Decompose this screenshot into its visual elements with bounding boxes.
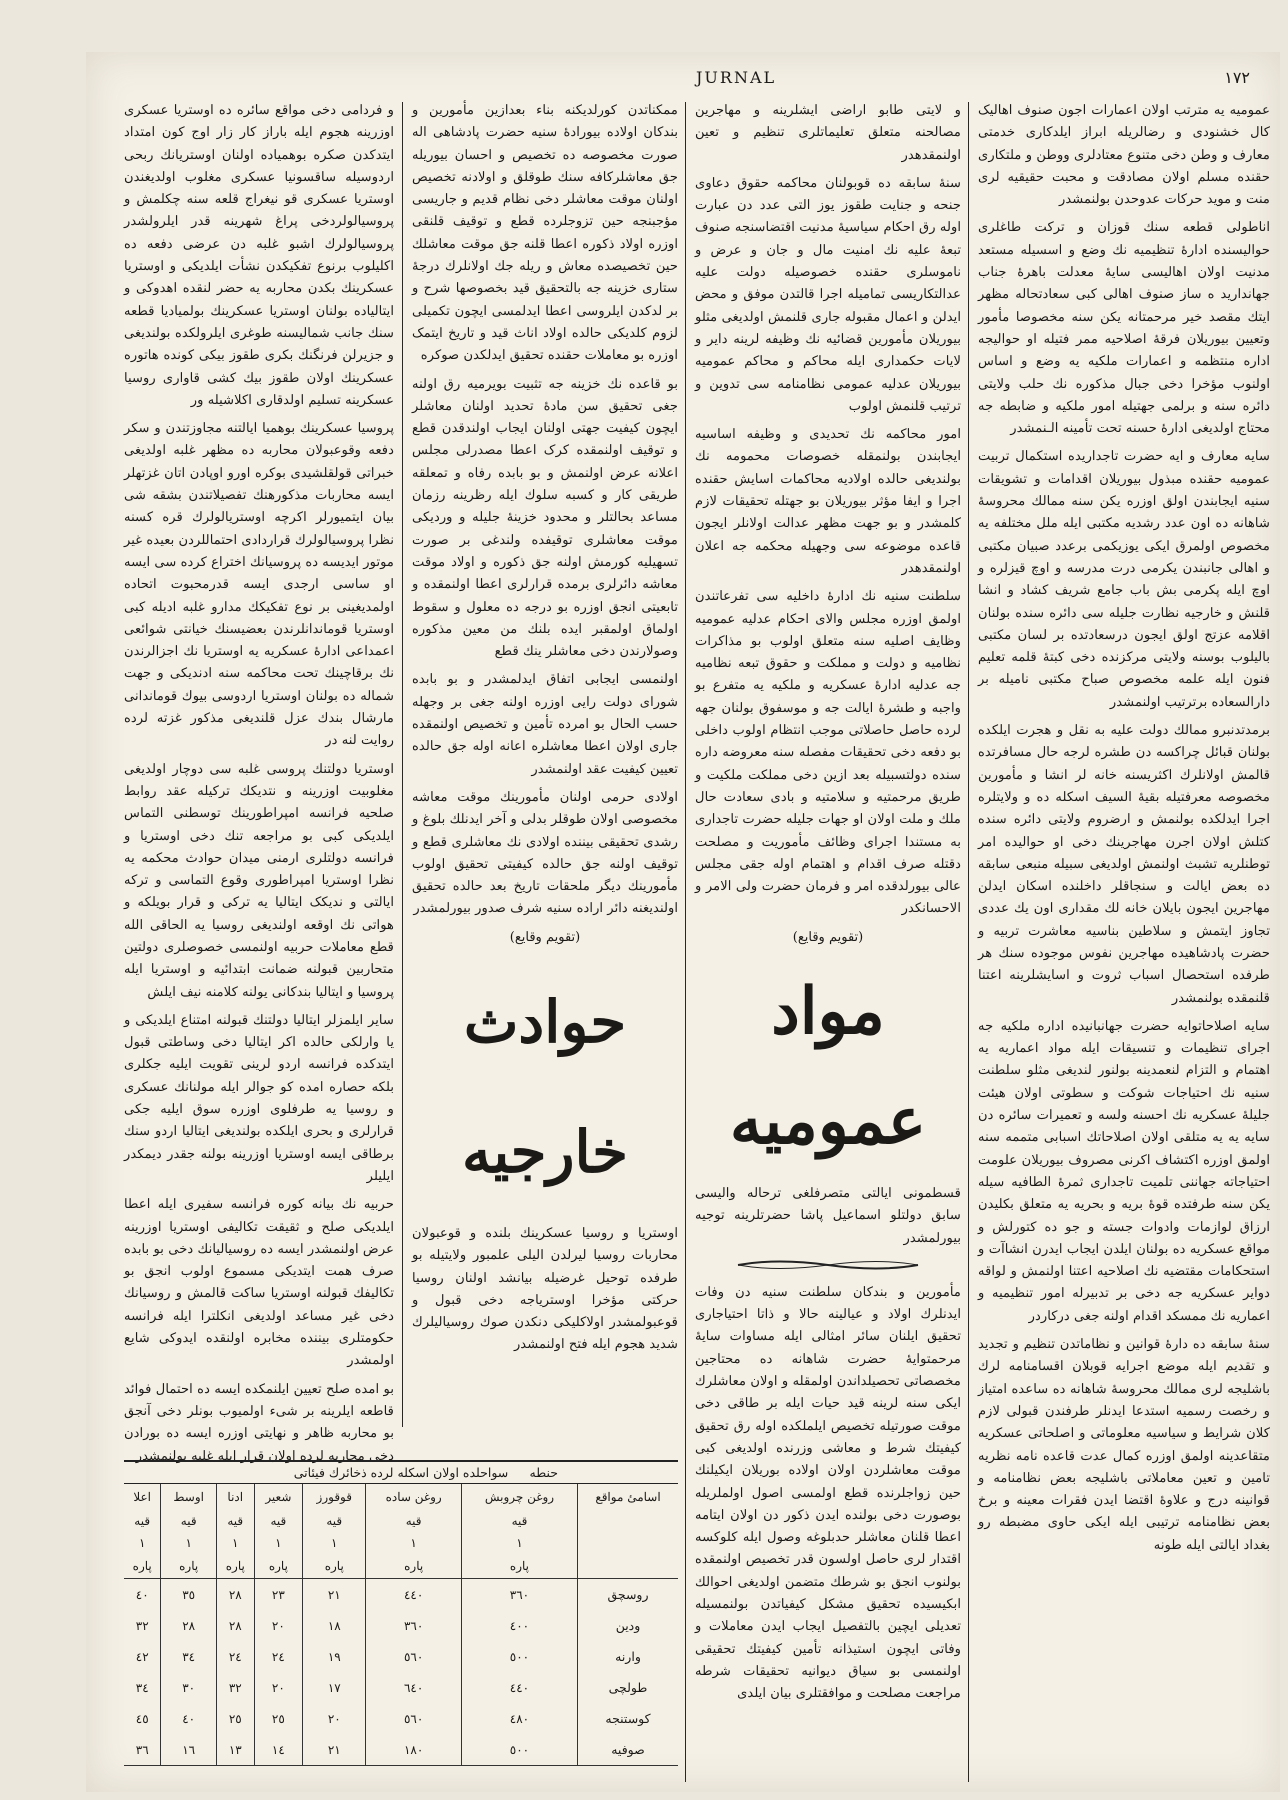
paragraph: بو امده صلح تعیین ایلنمکده ایسه ده احتمال فوائد قاطعه ایلرینه بر شیء اولمیوب بونلر دخی آنجق بو محاربه ظاهر و نهایتی اوزره ایسه ده بورادن دخی محاربه لرده اولان قرار ایله غلبه بولنمشدر <box>124 1381 394 1464</box>
unit-cell <box>578 1510 679 1532</box>
running-head <box>86 52 1280 96</box>
price-cell: ٤٥ <box>135 1711 149 1726</box>
price-cell: ٥٠٠ <box>461 1734 577 1766</box>
journal-title: JURNAL <box>696 68 777 87</box>
price-cell: ٢٨ <box>216 1610 254 1641</box>
paragraph: اوستریا دولتنك پروسی غلبه سی دوچار اولدیغی مغلوبیت اوزرینه و نتدیکك ترکیله عقد روابط صلحیه فرانسه امپراطورینك توسطنی التماس ایلدیکی کبی بو مراجعه تنك دخی اوستریا و فرانسه دولتلری ارمنی میدان حوادث محکمه یه نظرا اوستریا امپراطوری وقوع التماسی و ترکه ایالتی و ندیکک ایتالیا یه ترکی و قرار بویلكه و هواتی نك اوقعه اولندیغی روسیا یه الحاقی الله قطع معاملات حربیه اولنمسی خصوصلری دولتین متحاربین قبولنه ضمانت ابتدائیه و اوستریا ایله پروسیا و ایتالیا بندکانی یولنه کلامنه نیف ایلش <box>124 761 394 1000</box>
place-name: ودین <box>578 1610 679 1641</box>
price-cell: ٢٤ <box>216 1641 254 1672</box>
paragraph: حربیه نك بیانه کوره فرانسه سفیری ایله اعطا ایلدیکی صلح و ثقیقت تکالیفی اوستریا اوزرینه عرض اولنمشدر ایسه ده روسیالیانك دخی بو بابده صرف همت ایتدیکی مسموع اولوب انجق بو تکالیفك قبولنه اوستریا ساکت قالمش و روسیانك دخی غیر مساعد اولدیغی انکلترا ایله فرانسه حکومتلری بیننده مخابره اولنقده ایدوکی شایع اولمشدر <box>124 1197 394 1369</box>
price-cell: ٦٤٠ <box>366 1672 462 1703</box>
qty-cell: ١ <box>254 1532 303 1554</box>
table-row <box>124 1641 678 1672</box>
price-cell: ٢٤ <box>254 1641 303 1672</box>
price-cell: ٣٤ <box>135 1680 149 1695</box>
paragraph: مأمورین و بندکان سلطنت سنیه دن وفات ایدنلرك اولاد و عیالینه حالا و ذاتا احتیاجاری تحقیق ایلنان سائر امثالی ایله مساوات سایهٔ مرحمتوایهٔ حضرت شاهانه ده محتاجین مخصصاتی تحصیلداندن اولمقله و اولان معاشلرك ایکی سنه لرینه قید حیات ایله بر طاقی دخی موقت صورتیله تخصیص ایلملکده اوله رق تحقیق کیفیتك شرط و معاشی وزرنده اولدیغی کبی موقت معاشلردن اولان اولاده بوریلان ایکیلنك حین زواجلرنده قطع اولمسی اصول اولملریله بوصورت دخی بولنده ایدن ذکور دن اولان ایتامه اعطا قلنان معاشلر حدبلوغه وصول ایله کلوکسه اقتدار لری حاصل اولسون قدر تخصیص اولنمقده بولنوب انجق بو شرطك متضمن اولدیغی احوالك ابکیسیده تحقیق مشکل کیفیاتدن بولنمسیله تعدیلی ایچین بالتفصیل ایجاب ایدن معاملات و وفاتی ایچون استیذانه تأمین کیفیتك تحقیقی اولنمسی بو سیاق دیوانیه تحقیقات شرطه مراجعت مصلحت و موافقتلری بیان ایلدی <box>695 1284 961 1702</box>
qty-cell: ١ <box>461 1532 577 1554</box>
column-2 <box>695 100 961 1712</box>
unit-cell: قیه <box>161 1510 217 1532</box>
price-cell: ٣٠ <box>161 1672 217 1703</box>
unit-cell: قیه <box>461 1510 577 1532</box>
qty-cell: ١ <box>216 1532 254 1554</box>
column-rule <box>968 102 969 1782</box>
paragraph: پروسیا عسکرینك بوهمیا ایالتنه مجاوزتندن و سکر دفعه وقوعبولان محاربه ده مظهر غلبه اولدیغی خبراتی قولقلشیدی بوکره اورو اوپادن اتان غزتهلر ایسه محاربات مذکورهنك تفصیلاتندن بشقه شی بیان ایتمیورلر اکرچه اوستریالولرك قره کسنه نظرا پروسیالولرك قراردادی احتماللردن بعیده غیر موتور ایدیسه ده پروسیانك اختراع کرده سی ایسه او ساسی ارجدی ایسه قدرمحبوت اتحاده اولمدیغینی بر نوع تفکیکك مدارو غلبه ادیله کبی اوستریا قوماندانلرندن بعضیسنك خیانتی شوائعی اعمداعی ادارهٔ عسکریه یه اوستریا نك اجزالرندن نك برقاچینك تحت محاکمه سنه ادندیکی و جهت شماله ده بولنان اوستریا اردوسی بیوك قوماندانی مارشال بندك عزل قلندیغی مذکور غزته لرده روایت لنه در <box>124 421 394 749</box>
price-cell: ٣٢ <box>216 1672 254 1703</box>
place-name: صوفیه <box>578 1734 679 1766</box>
price-table-grid <box>124 1484 678 1766</box>
para-cell <box>578 1554 679 1579</box>
price-cell: ٢٠ <box>303 1703 366 1734</box>
table-title-text: سواحلده اولان اسکله لرده ذخائرك فیئاتی <box>293 1465 509 1480</box>
column-header: شعیر <box>254 1484 303 1510</box>
price-cell: ٣٤ <box>161 1641 217 1672</box>
para-cell: پاره <box>124 1554 161 1579</box>
section-heading: حوادث خارجیه <box>462 987 628 1186</box>
price-cell: ٢٠ <box>254 1672 303 1703</box>
para-cell: پاره <box>161 1554 217 1579</box>
paragraph: سنهٔ سابقه ده قوبولنان محاکمه حقوق دعاوی جنحه و جنایت طقوز یوز التی عدد دن عبارت اوله رق احکام سیاسیهٔ مدنیت اقتضاسنجه صنوف تبعهٔ علیه نك امنیت مال و جان و عرض و ناموسلری حقنده خصوصیله دولت علیه عدالتکاریسی تمامیله اجرا قالتدن موفق و محض ایدلن و اعمال مقبوله جاری قلنمش اولدیغی مثلو بیوریلان مأمورین قضائیه نك وظیفه لرینه دایر و لایات حکمداری ایله محاکم و محاکم عمومیه بیوریلان عدلیه عمومی نظامنامه سی تدوین و ترتیب قلنمش اولوب <box>695 175 961 414</box>
price-cell: ١٨٠ <box>366 1734 462 1766</box>
price-cell: ٤٤٠ <box>461 1672 577 1703</box>
paragraph: اولادی حرمی اولنان مأمورینك موقت معاشه مخصوصی اولان طوقلر بدلی و آخر ایدنلك بلوغ و رشدی تحقیقی بیننده اولادی نك معاشلری قطع و توقیف اولنه جق حالده کیفیتی تحقیق اولوب مأمورینك دیگر ملحقات تاریخ بعد حالده تحقیق اولندیغنه دائر اراده سنیه شرف صدور بیورلمشدر <box>412 789 678 917</box>
price-cell: ٢٥ <box>254 1703 303 1734</box>
price-cell: ١٤ <box>254 1734 303 1766</box>
paragraph: سایه معارف و ایه حضرت تاجداریده استکمال تربیت عمومیه حقنده مبذول بیوریلان اقدامات و تشویقات سنیه ایجابندن اولق اوزره یکن سنه ممالك محروسهٔ شاهانه ده اون عدد رشدیه مکتبی ایله ملل مختلفه یه مخصوص اولمرق ایکی یوزیکمی برعدد صبیان مکتبی و اهالی جانبندن یکرمی درت مدرسه و اوچ قیزلره و اوچ ایله پکرمی بش باب جامع شریف کشاد و انشا قلنش و خارجیه نظارت جلیله سی دائره سنده بولنان اقلامه عزتج اولق ایجون درسعادتده بر لسان مکتبی بالیلوب بوسنه ولایتی مرکزنده دخی کبتهٔ قلمه تعلیم فنون ایله علمه مخصوص صباح مکتبی نامیله بر دارالسعاده برترتیب اولنمشدر <box>978 449 1270 710</box>
table-row <box>124 1672 678 1703</box>
price-cell: ٣٦٠ <box>461 1579 577 1611</box>
place-name: وارنه <box>578 1641 679 1672</box>
price-cell: ٢٨ <box>161 1610 217 1641</box>
price-cell: ٢٨ <box>216 1579 254 1611</box>
paragraph: و فردامی دخی مواقع سائره ده اوستریا عسکری اوزرینه هجوم ایله باراز کار زار اوج کون امتداد ایتدکدن صکره بوهمیاده اولنان اوستریانك ربحی اردوسیله ساقسونیا عسکری مغلوب اولدیغندن اوستریا عسکری قو نیغراج قلعه سنه چکلمش و پروسیالولردخی پراغ شهرینه قدر ایلرولشدر پروسیالولرك اشبو غلبه دن عرضی دفعه ده اکلیلوب برنوع تفکیکدن نشأت ایلدیکی و اوستریا عسکرینك بکدن محاربه یه حضر لنقده اهدوکی و ایتالیاده بولنان اوستریا عسکرینك بولمیادیا قطعه سنك جانب شمالیسنه طوغری ایلرولکده بولندیغی و جزیرلن فرنگنك بکری طقوز بیکی کونده هاتوره عسکرینك اولان طقوز بیك کشی قاواری روسیا عسکرینه تسلیم اولدقاری اکلاشیله ور <box>124 103 394 408</box>
page-number: ١٧٢ <box>1224 68 1250 87</box>
paragraph: بو قاعده نك خزینه جه تثبیت بویرمیه رق اولنه جغی تحقیق سن مادهٔ تحدید اولنان معاشلر ایچون کیفیت جهتی اولنان ایجاب اولندقدن قطع و توقیف اولنمقده کرک اعطا مصدرلی مجلس اعلانه عرض اولنمش و بو بابده رفاه و تمعلقه طریقی کار و کسبه سلوك ایله رظرینه رزمان مساعد بحالتلر و محدود خزینهٔ جلیله و وردیکی موقت معاشلری توقیفده ولندغی بر صورت تسهیلیه کورمش اولنه جق ذکوره و اولاد موقت معاشه دائرلری برمده قرارلری اعطا اولنمقده و تابعیتی انجق اوزره بو درجه ده معلول و سقوط اولماق اولمقبر ایده بلنك من معین مذکوره وصولارندن دخی معاشلر ینك قطع <box>412 376 678 660</box>
qty-cell: ١ <box>138 1536 146 1550</box>
table-row <box>124 1703 678 1734</box>
price-cell: ٥٦٠ <box>366 1641 462 1672</box>
place-name: روسچق <box>578 1579 679 1611</box>
price-cell: ٤٠ <box>135 1587 149 1602</box>
table-row <box>124 1579 678 1611</box>
price-cell: ٤٨٠ <box>461 1703 577 1734</box>
paragraph: سایه اصلاحاتوایه حضرت جهانبانیده اداره ملکیه جه اجرای تنظیمات و تنسیقات ایله مواد اعماریه یه اهتمام و التزام لنعمدینه بولنور لندیغی مثلو سلطنت سنیه نك احتیاجات شوکت و سطوتی اولان هیئت جلیلهٔ عسکریه نك احسنه ولسه و تعمیرات سائره دن سایه یه یه متلقی اولان اصلاحاتك اسبابی متممه سنه اولمق اوزره اکتشاف اکرنی مصروف بیوریلان علومت احتیاجاته جهاننی تلمیت تاجداری ثمرهٔ الطافیه سیله یکن سنه طرفتده قوهٔ بریه و بحریه یه متعلق بکلیدن ارزاق لوازمات وادوات جسته و جو ده کتورلش و مواقع عسکریه ده بولنان ایلدن ایجاب ایدرن انشاآت و استحکامات مقتضیه نك اصلاحیه اعتنا اولنمش و لواقه دوایر عسکریه جه دخی بر تدبیرله امور تنظیمیه و اعماریه نك ممسکد اقدام اولنه جغی درکاردر <box>978 1018 1270 1324</box>
table-title <box>124 1460 678 1484</box>
price-cell: ٣٢ <box>135 1618 149 1633</box>
para-cell: پاره <box>366 1554 462 1579</box>
place-name: طولچی <box>578 1672 679 1703</box>
price-cell: ٣٦٠ <box>366 1610 462 1641</box>
ornament-divider-icon <box>728 1258 928 1272</box>
price-cell: ٤٠٠ <box>461 1610 577 1641</box>
price-cell: ١٣ <box>216 1734 254 1766</box>
para-cell: پاره <box>461 1554 577 1579</box>
column-rule <box>685 102 686 1782</box>
para-cell: پاره <box>303 1554 366 1579</box>
price-cell: ١٧ <box>303 1672 366 1703</box>
para-cell: پاره <box>216 1554 254 1579</box>
unit-cell: قیه <box>254 1510 303 1532</box>
paragraph: قسطمونی ایالتی متصرفلغی ترحاله والیسی سابق دولتلو اسماعیل پاشا حضرتلرینه توجیه بیورلمشدر <box>695 1185 961 1246</box>
place-name: کوستنجه <box>578 1703 679 1734</box>
para-cell: پاره <box>254 1554 303 1579</box>
price-cell: ٤٢ <box>135 1649 149 1664</box>
paragraph: برمدتدنبرو ممالك دولت علیه به نقل و هجرت ایلکده بولنان قبائل چراکسه دن طشره لرجه حال مسافرتده قالمش اولانلرك اکثریسنه خانه لر انشا و مأمورین مخصوصه معرفتیله بقیهٔ السیف اسکله ده و ولایتلره اجرا ایدلکده بولنمش و ارضروم ولایتی دائره سنده کتلش اولان اجرن مهاجرینك دخی او حوالیده امر توطنلریه تشبث اولنمش اولدیغی سبیله منبعی سابقه ده بعض ایالت و سنجاقلر داخلنده اسکان ایدلن مهاجرین ایجون بایلان خانه لك مقداری اون یك عددی تجاوز ایتمش و سلاطین بناسیه معاشرت تربیه و حضرت پادشاهیده مهاجرین نفوس موجوده سنك هر طرفده استحصال اسباب ثروت و اسایشلرینه اعتنا قلنمقده بولنمشدر <box>978 723 1270 1006</box>
source-note: (تقویم وقایع) <box>509 929 581 945</box>
unit-cell: قیه <box>366 1510 462 1532</box>
price-cell: ٥٦٠ <box>366 1703 462 1734</box>
price-table <box>124 1460 678 1766</box>
column-header: قوقورز <box>303 1484 366 1510</box>
unit-cell: قیه <box>134 1514 151 1528</box>
qty-cell: ١ <box>161 1532 217 1554</box>
price-cell: ٤٠ <box>161 1703 217 1734</box>
paragraph: امور محاکمه نك تحدیدی و وظیفه اساسیه ایجابندن بولنمقله خصوصات محمومه نك بولندیغی حالده اولادیه محاکمات اسایش حقنده اجرا و ایفا مؤثر بیوریلان بو جهتله تحقیقات لازم کلمشدر و بو جهت مظهر عدالت اولانلر ایجون قاعده موضوعه سی وجهیله محکمه جه اعلان اولنمقدهدر <box>695 427 961 576</box>
price-cell: ١٨ <box>303 1610 366 1641</box>
price-cell: ١٩ <box>303 1641 366 1672</box>
price-cell: ٢١ <box>303 1579 366 1611</box>
wheat-label: حنطه <box>529 1465 558 1480</box>
column-header: اعلا <box>133 1490 152 1504</box>
column-header: اوسط <box>161 1484 217 1510</box>
paragraph: اوستریا و روسیا عسکرینك بلنده و قوعبولان محاربات روسیا لیرلدن الیلی علمبور ولایتیله بو طرفده توحیل غرضیله بیانشد اولنان روسیا حرکتی مؤخرا اوستریاجه دخی قبول و قوعبولمشدر اولاکلیکی دنکدن صوك روسیالیلرك شدید هجوم ایله فتح اولنمشدر <box>412 1225 678 1353</box>
paragraph: عمومیه یه مترتب اولان اعمارات اجون صنوف اهالیک کال خشنودی و رضالریله ابراز ایلدکاری خدمتی معارف و وطن دخی متنوع معتادلری ووطن و ملتکاری حقنده مسلم اولان مصادقت و محبت حقیقیه لری منت و موید حرکات عدوحدن بولنمشدر <box>978 103 1270 208</box>
qty-cell: ١ <box>366 1532 462 1554</box>
paragraph: سنهٔ سابقه ده دارهٔ قوانین و نظاماتدن تنظیم و تجدید و تقدیم ایله موضع اجرایه قوبلان اقسامنامه لرك باشلیجه لری ممالك محروسهٔ شاهانه ده ساعده امتیاز و رخصت رسمیه استدعا ایدنلر طرفندن قبولی لازم کلان شرایط و سیاسیه معلوماتی و اصلحاتی عسکریه متقاعدینه اولمق اوزره کمال عدت قاعده نامه نظریه تامین و تعین معاملاتی باشلیجه بعض نظامنامه و قوانینه درج و علاوهٔ اقتضا ایدن فقرات معینه و برخ بعض نظامنامه ترتیبی ایله ایکی حاوی مضبطه رو بغداد ایالتی ایله طونه <box>978 1337 1270 1553</box>
unit-cell: قیه <box>216 1510 254 1532</box>
price-cell: ٢١ <box>303 1734 366 1766</box>
column-rule <box>402 102 403 1427</box>
qty-cell <box>578 1532 679 1554</box>
price-cell: ٣٥ <box>161 1579 217 1611</box>
column-header: روغن چروبش <box>461 1484 577 1510</box>
paragraph: اولنمسی ایجابی اتفاق ایدلمشدر و بو بابده شورای دولت رایی اوزره اولنه جغی بر وجهله حسب الحال بو امرده تأمین و تخصیص اولنمقده جاری اولان اعطا معاشلره اعانه اوله جق حالده تعیین کیفیت عقد اولنمشدر <box>412 672 678 777</box>
column-3 <box>412 100 678 1363</box>
price-cell: ٥٠٠ <box>461 1641 577 1672</box>
paragraph: سایر ایلمزلر ایتالیا دولتنك قبولنه امتناع ایلدیکی و یا وارلکی حالده اکر ایتالیا دخی وساطتی قبول ایتدکده فرانسه اردو لرینی تقویت ایلیه جکلری بلکه حصاره امده کو جوالر ایله مولنانك عسکری و روسیا یه طرفلوی اوزره سوق ایلیه جکی قرارلری و بحری ایلکده بولندیغی ایتالیا اردو سنك برطاقی ایسه اوستریا اوزرینه بولنه جقدر دیمکدر ایلیلر <box>124 1012 394 1184</box>
price-cell: ٣٦ <box>124 1734 161 1766</box>
table-row <box>124 1610 678 1641</box>
column-4 <box>124 100 394 1474</box>
source-note: (تقویم وقایع) <box>792 929 864 945</box>
section-heading: مواد عمومیه <box>729 973 927 1159</box>
price-cell: ٢٥ <box>216 1703 254 1734</box>
column-header: اسامئ مواقع <box>578 1484 679 1510</box>
price-cell: ٢٠ <box>254 1610 303 1641</box>
unit-cell: قیه <box>303 1510 366 1532</box>
paragraph: اناطولی قطعه سنك قوزان و ترکت طاغلری حوالیسنده ادارهٔ تنظیمیه نك وضع و اسسیله مستعد مدنیت اولان اهالیسی سایهٔ معدلت باهرهٔ جناب جهاندارید ه ساز صنوف اهالی کبی سعادتحاله مظهر ایتك مقصد خیر مرحمتانه یکن سنه مخصوصا مأمور وتعیین بیوریلان فرقهٔ اصلاحیه ممر فتیله او حوالیجه اداره منتظمه و اعمارات ملکیه یه وضع و اساس اولنوب مؤخرا دخی جبال مذکوره نك حلب ولایتی دائره سنه و برلمی جهتیله امور ملکیه و ضابطه جه محتاج اولدیغی ادارهٔ حسنه تحت تأمینه الـنمشدر <box>978 220 1270 437</box>
price-cell: ١٦ <box>161 1734 217 1766</box>
price-cell: ٢٣ <box>254 1579 303 1611</box>
paragraph: و لایتی طابو اراضی ایشلرینه و مهاجرین مصالحنه متعلق تعلیماتلری تنظیم و تعین اولنمقدهدر <box>695 103 961 163</box>
table-row <box>124 1734 678 1766</box>
price-cell: ٤٤٠ <box>366 1579 462 1611</box>
paragraph: سلطنت سنیه نك ادارهٔ داخلیه سی تفرعاتندن اولمق اوزره مجلس والای احکام عدلیه عمومیه وظایف اصلیه سنه متعلق اولوب بو مذاکرات نظامیه و دولت و مملکت و حقوق تبعه نظامیه جه عدلیه ادارهٔ عسکریه و ملکیه یه متفرع بو واجبه و طشرهٔ ایالت جه و موسفوق بولنان جهه لرده حاصل حاصلاتی موجب انتظام اولوب داخلی بو دفعه دخی تحقیقات مفصله سنه معروضه داره سنده دولتسبیله بعد ازین دخی مملکت ملکیت و طریق مرحمتیه و سلامتیه و بادی سعادت حال ملك و ملت اولان او جهات جلیله حضرت تاجداری به مستندا اجرای وظائف مأموریت و مصلحت دقتله صرف اقدام و اهتمام اوله جقی مجلس عالی بیورلدقده امر و فرمان حضرت ولی الامر و الاحسانکدر <box>695 589 961 917</box>
qty-cell: ١ <box>303 1532 366 1554</box>
column-header: روغن ساده <box>366 1484 462 1510</box>
newspaper-page <box>86 52 1280 1792</box>
paragraph: ممکناتدن کورلدیکنه بناء بعدازین مأمورین و بندکان اولاده بیوراده‌ٔ سنیه حضرت پادشاهی اله صورت مخصوصه ده تخصیص و احسان بیوریله جق معاشلرکافه سنك طوقلق و اولادنه تخصیص اولنان موقت معاشلر دخی نظام قدیم و جاریسی مؤجبنجه حین تزوجلرده قطع و توقیف قلنقی اوزره اولاد ذکوره اعطا قلنه جق موقت معاشلك حین تخصیصده معاش و ریله جك اولانلرك درجهٔ ستاری خزینه جه بالتحقیق قید بخصوصها شرح و بر لدکدن ایلروسی اعطا ایدلمسی ایچون تکمیلی لزوم کلدیکی حالده اولاد اناث قید و تاریخ ایتمک اوزره بو معاملات حقنده تحقیق ایدلکدن صوکره <box>412 103 678 364</box>
column-header: ادنا <box>216 1484 254 1510</box>
column-1 <box>978 100 1270 1563</box>
